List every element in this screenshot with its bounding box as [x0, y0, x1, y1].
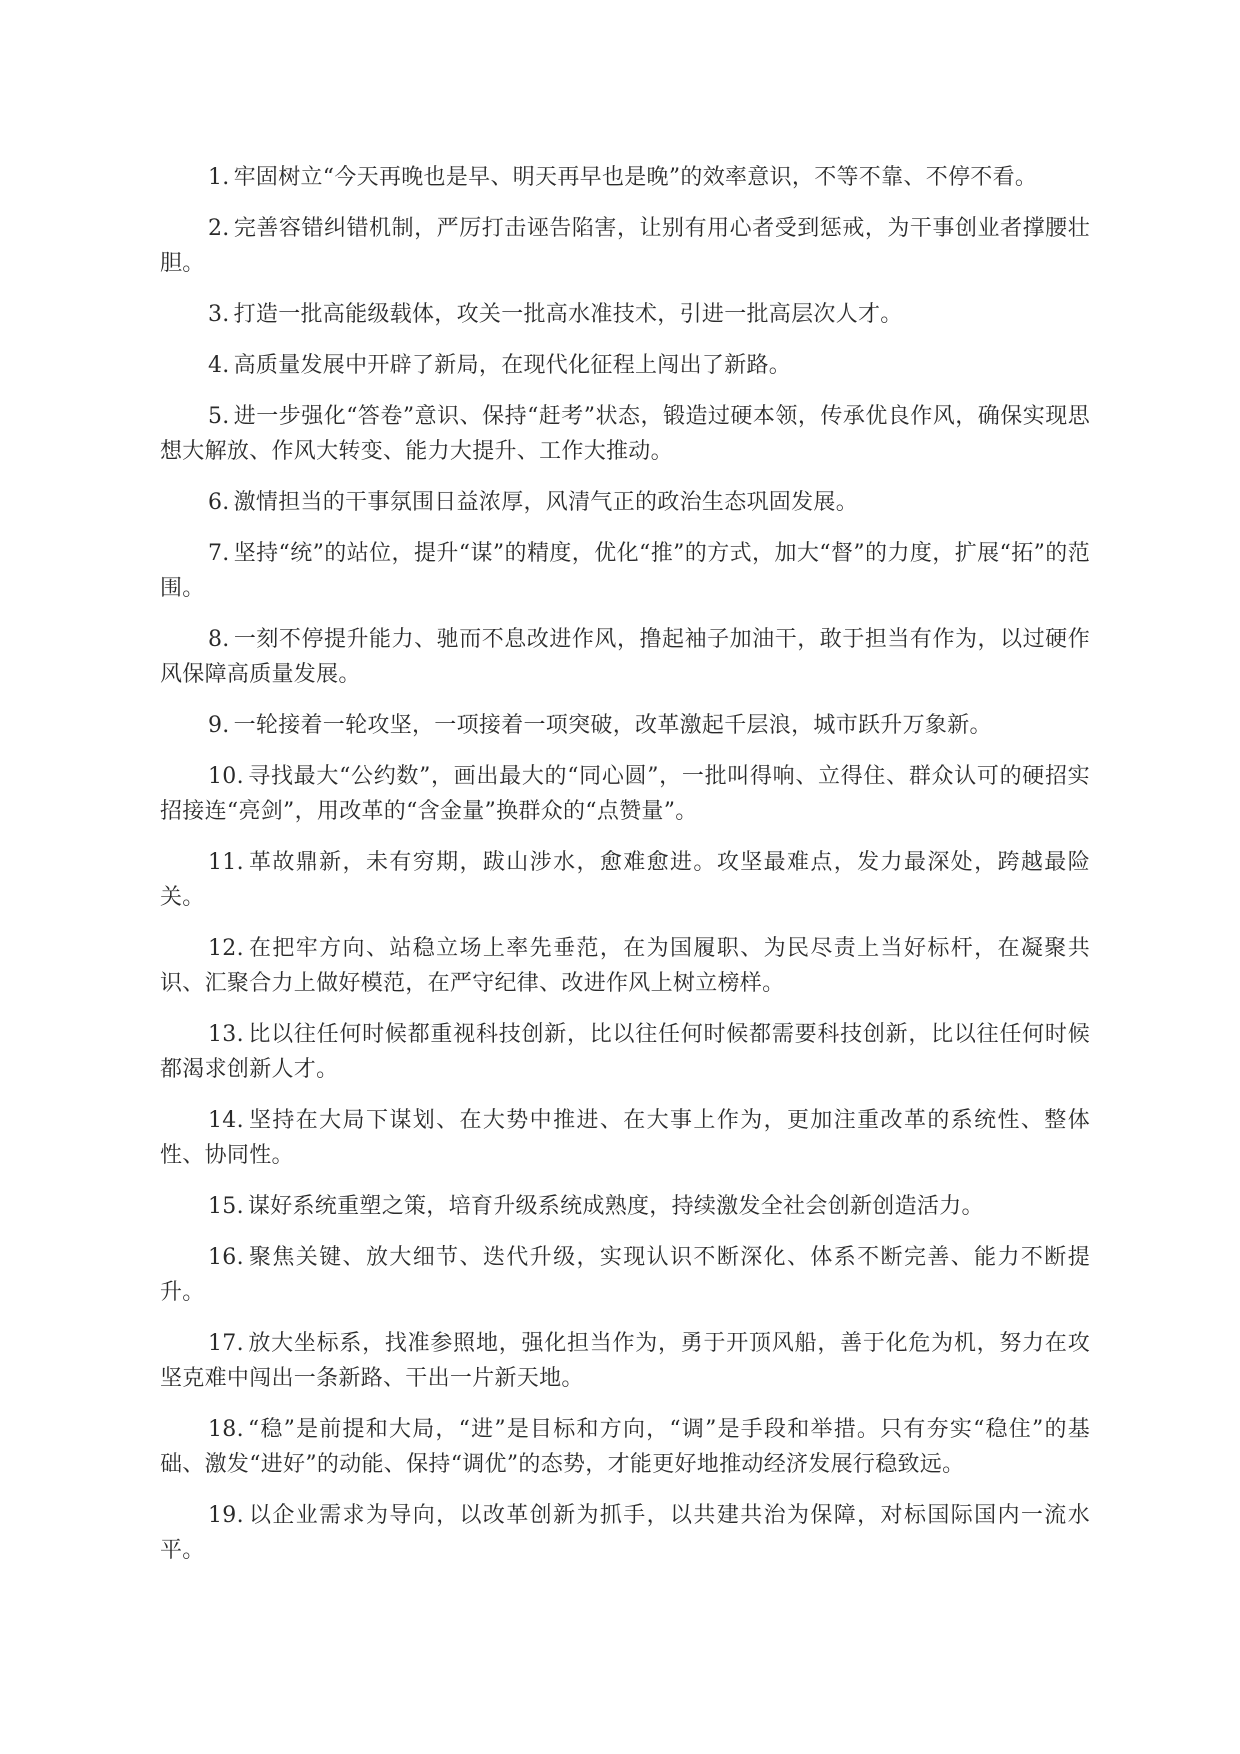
paragraph-text: 放大坐标系，找准参照地，强化担当作为，勇于开顶风船，善于化危为机，努力在攻坚克难中闯出一条新路、干出一片新天地。 [160, 1331, 1090, 1391]
paragraph-number: 18. [208, 1417, 244, 1442]
paragraph-text: 进一步强化“答卷”意识、保持“赶考”状态，锻造过硬本领，传承优良作风，确保实现思想大解放、作风大转变、能力大提升、工作大推动。 [160, 404, 1090, 464]
paragraph-number: 1. [208, 165, 230, 190]
paragraph-number: 8. [208, 627, 230, 652]
paragraph-text: 比以往任何时候都重视科技创新，比以往任何时候都需要科技创新，比以往任何时候都渴求创新人才。 [160, 1022, 1090, 1082]
paragraph-number: 7. [208, 541, 230, 566]
paragraph-number: 5. [208, 404, 230, 429]
paragraph-9 [160, 708, 1090, 743]
paragraph-text: 寻找最大“公约数”，画出最大的“同心圆”，一批叫得响、立得住、群众认可的硬招实招接连“亮剑”，用改革的“含金量”换群众的“点赞量”。 [160, 764, 1090, 824]
paragraph-19 [160, 1498, 1090, 1568]
paragraph-number: 15. [208, 1194, 244, 1219]
paragraph-number: 11. [208, 850, 244, 875]
paragraph-text: 打造一批高能级载体，攻关一批高水准技术，引进一批高层次人才。 [233, 302, 903, 327]
paragraph-number: 4. [208, 353, 230, 378]
paragraph-number: 14. [208, 1108, 244, 1133]
paragraph-16 [160, 1240, 1090, 1310]
paragraph-text: 坚持在大局下谋划、在大势中推进、在大事上作为，更加注重改革的系统性、整体性、协同性。 [160, 1108, 1090, 1168]
paragraph-1 [160, 160, 1090, 195]
paragraph-2 [160, 211, 1090, 281]
paragraph-12 [160, 931, 1090, 1001]
paragraph-number: 12. [208, 936, 244, 961]
paragraph-text: 以企业需求为导向，以改革创新为抓手，以共建共治为保障，对标国际国内一流水平。 [160, 1503, 1090, 1563]
paragraph-17 [160, 1326, 1090, 1396]
paragraph-8 [160, 622, 1090, 692]
paragraph-text: 坚持“统”的站位，提升“谋”的精度，优化“推”的方式，加大“督”的力度，扩展“拓”的范围。 [160, 541, 1090, 601]
paragraph-3 [160, 297, 1090, 332]
paragraph-6 [160, 485, 1090, 520]
paragraph-text: 谋好系统重塑之策，培育升级系统成熟度，持续激发全社会创新创造活力。 [247, 1194, 984, 1219]
paragraph-number: 10. [208, 764, 244, 789]
paragraph-number: 19. [208, 1503, 244, 1528]
paragraph-text: 革故鼎新，未有穷期，跋山涉水，愈难愈进。攻坚最难点，发力最深处，跨越最险关。 [160, 850, 1090, 910]
paragraph-18 [160, 1412, 1090, 1482]
paragraph-13 [160, 1017, 1090, 1087]
paragraph-text: 激情担当的干事氛围日益浓厚，风清气正的政治生态巩固发展。 [233, 490, 858, 515]
paragraph-15 [160, 1189, 1090, 1224]
paragraph-5 [160, 399, 1090, 469]
paragraph-number: 13. [208, 1022, 244, 1047]
document-body [160, 160, 1090, 1584]
paragraph-text: 在把牢方向、站稳立场上率先垂范，在为国履职、为民尽责上当好标杆，在凝聚共识、汇聚合力上做好模范，在严守纪律、改进作风上树立榜样。 [160, 936, 1090, 996]
paragraph-11 [160, 845, 1090, 915]
paragraph-number: 9. [208, 713, 230, 738]
paragraph-text: 完善容错纠错机制，严厉打击诬告陷害，让别有用心者受到惩戒，为干事创业者撑腰壮胆。 [160, 216, 1090, 276]
paragraph-text: 高质量发展中开辟了新局，在现代化征程上闯出了新路。 [233, 353, 792, 378]
paragraph-number: 16. [208, 1245, 244, 1270]
paragraph-number: 3. [208, 302, 230, 327]
paragraph-14 [160, 1103, 1090, 1173]
paragraph-text: 聚焦关键、放大细节、迭代升级，实现认识不断深化、体系不断完善、能力不断提升。 [160, 1245, 1090, 1305]
paragraph-number: 6. [208, 490, 230, 515]
paragraph-text: 一刻不停提升能力、驰而不息改进作风，撸起袖子加油干，敢于担当有作为，以过硬作风保障高质量发展。 [160, 627, 1090, 687]
paragraph-number: 2. [208, 216, 230, 241]
paragraph-7 [160, 536, 1090, 606]
paragraph-10 [160, 759, 1090, 829]
paragraph-text: 牢固树立“今天再晚也是早、明天再早也是晚”的效率意识，不等不靠、不停不看。 [233, 165, 1038, 190]
paragraph-text: “稳”是前提和大局，“进”是目标和方向，“调”是手段和举措。只有夯实“稳住”的基础、激发“进好”的动能、保持“调优”的态势，才能更好地推动经济发展行稳致远。 [160, 1417, 1090, 1477]
paragraph-number: 17. [208, 1331, 244, 1356]
paragraph-4 [160, 348, 1090, 383]
paragraph-text: 一轮接着一轮攻坚，一项接着一项突破，改革激起千层浪，城市跃升万象新。 [233, 713, 992, 738]
